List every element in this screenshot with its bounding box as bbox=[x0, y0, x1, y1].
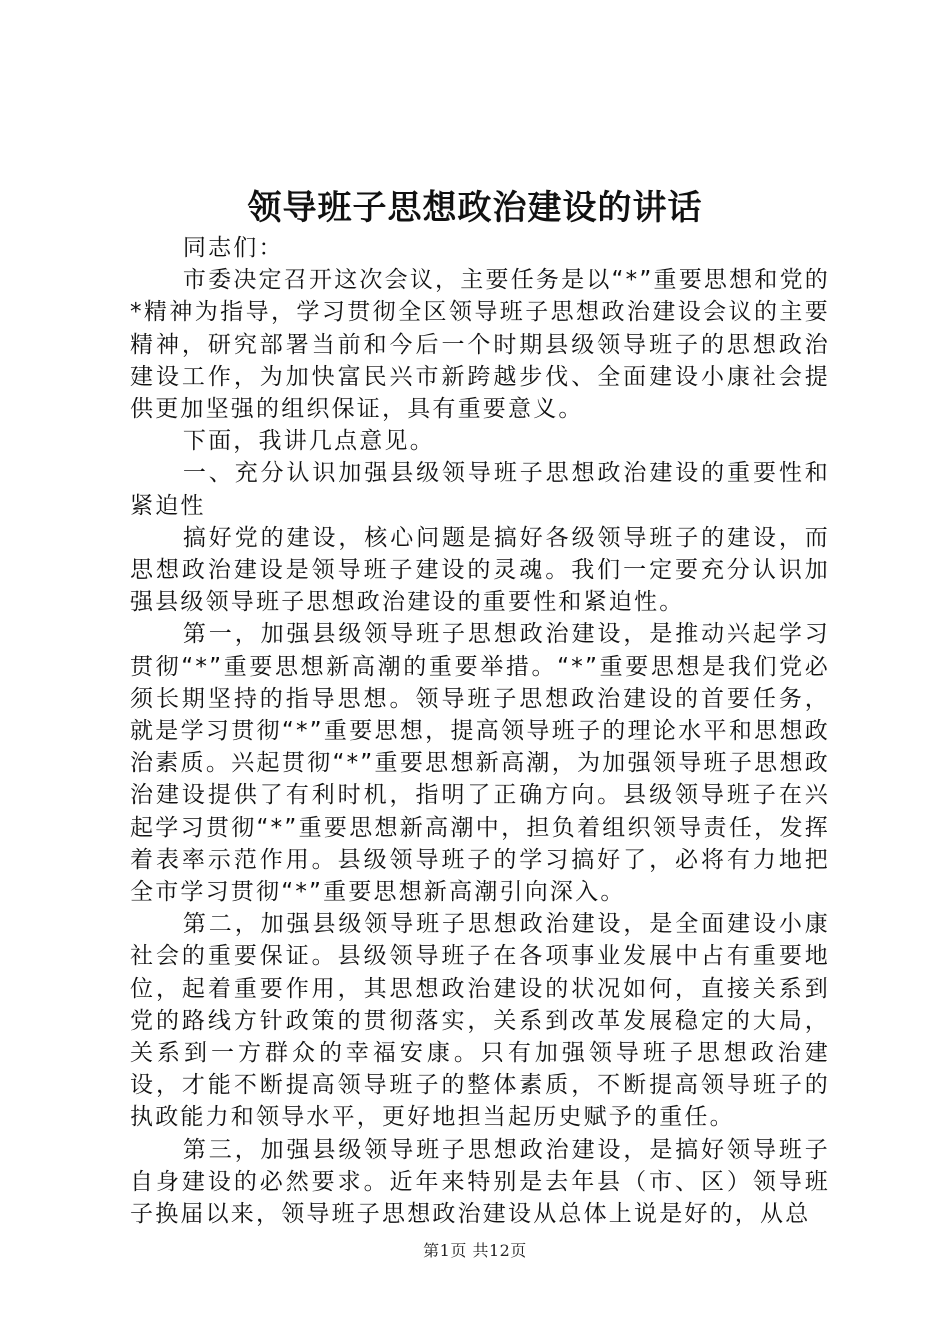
paragraph-point-1: 第一，加强县级领导班子思想政治建设，是推动兴起学习贯彻“*”重要思想新高潮的重要举措。“*”重要思想是我们党必须长期坚持的指导思想。领导班子思想政治建设的首要任务，就是学习贯彻“*”重要思想，提高领导班子的理论水平和思想政治素质。兴起贯彻“*”重要思想新高潮，为加强领导班子思想政治建设提供了有利时机，指明了正确方向。县级领导班子在兴起学习贯彻“*”重要思想新高潮中，担负着组织领导责任，发挥着表率示范作用。县级领导班子的学习搞好了，必将有力地把全市学习贯彻“*”重要思想新高潮引向深入。 bbox=[130, 621, 830, 906]
paragraph-point-3: 第三，加强县级领导班子思想政治建设，是搞好领导班子自身建设的必然要求。近年来特别是去年县（市、区）领导班子换届以来，领导班子思想政治建设从总体上说是好的，从总 bbox=[130, 1136, 830, 1228]
paragraph-point-2: 第二，加强县级领导班子思想政治建设，是全面建设小康社会的重要保证。县级领导班子在各项事业发展中占有重要地位，起着重要作用，其思想政治建设的状况如何，直接关系到党的路线方针政策的贯彻落实，关系到改革发展稳定的大局，关系到一方群众的幸福安康。只有加强领导班子思想政治建设，才能不断提高领导班子的整体素质，不断提高领导班子的执政能力和领导水平，更好地担当起历史赋予的重任。 bbox=[130, 911, 830, 1131]
document-body bbox=[130, 232, 830, 1230]
paragraph-intro: 市委决定召开这次会议，主要任务是以“*”重要思想和党的*精神为指导，学习贯彻全区领导班子思想政治建设会议的主要精神，研究部署当前和今后一个时期县级领导班子的思想政治建设工作，为加快富民兴市新跨越步伐、全面建设小康社会提供更加坚强的组织保证，具有重要意义。 bbox=[130, 267, 830, 423]
page-number-footer: 第1页 共12页 bbox=[423, 1241, 527, 1260]
section-heading-1: 一、充分认识加强县级领导班子思想政治建设的重要性和紧迫性 bbox=[130, 460, 830, 519]
paragraph-core-issue: 搞好党的建设，核心问题是搞好各级领导班子的建设，而思想政治建设是领导班子建设的灵魂。我们一定要充分认识加强县级领导班子思想政治建设的重要性和紧迫性。 bbox=[130, 524, 830, 616]
document-title: 领导班子思想政治建设的讲话 bbox=[247, 188, 703, 228]
paragraph-transition: 下面，我讲几点意见。 bbox=[182, 428, 435, 455]
paragraph-salutation: 同志们： bbox=[182, 235, 284, 261]
